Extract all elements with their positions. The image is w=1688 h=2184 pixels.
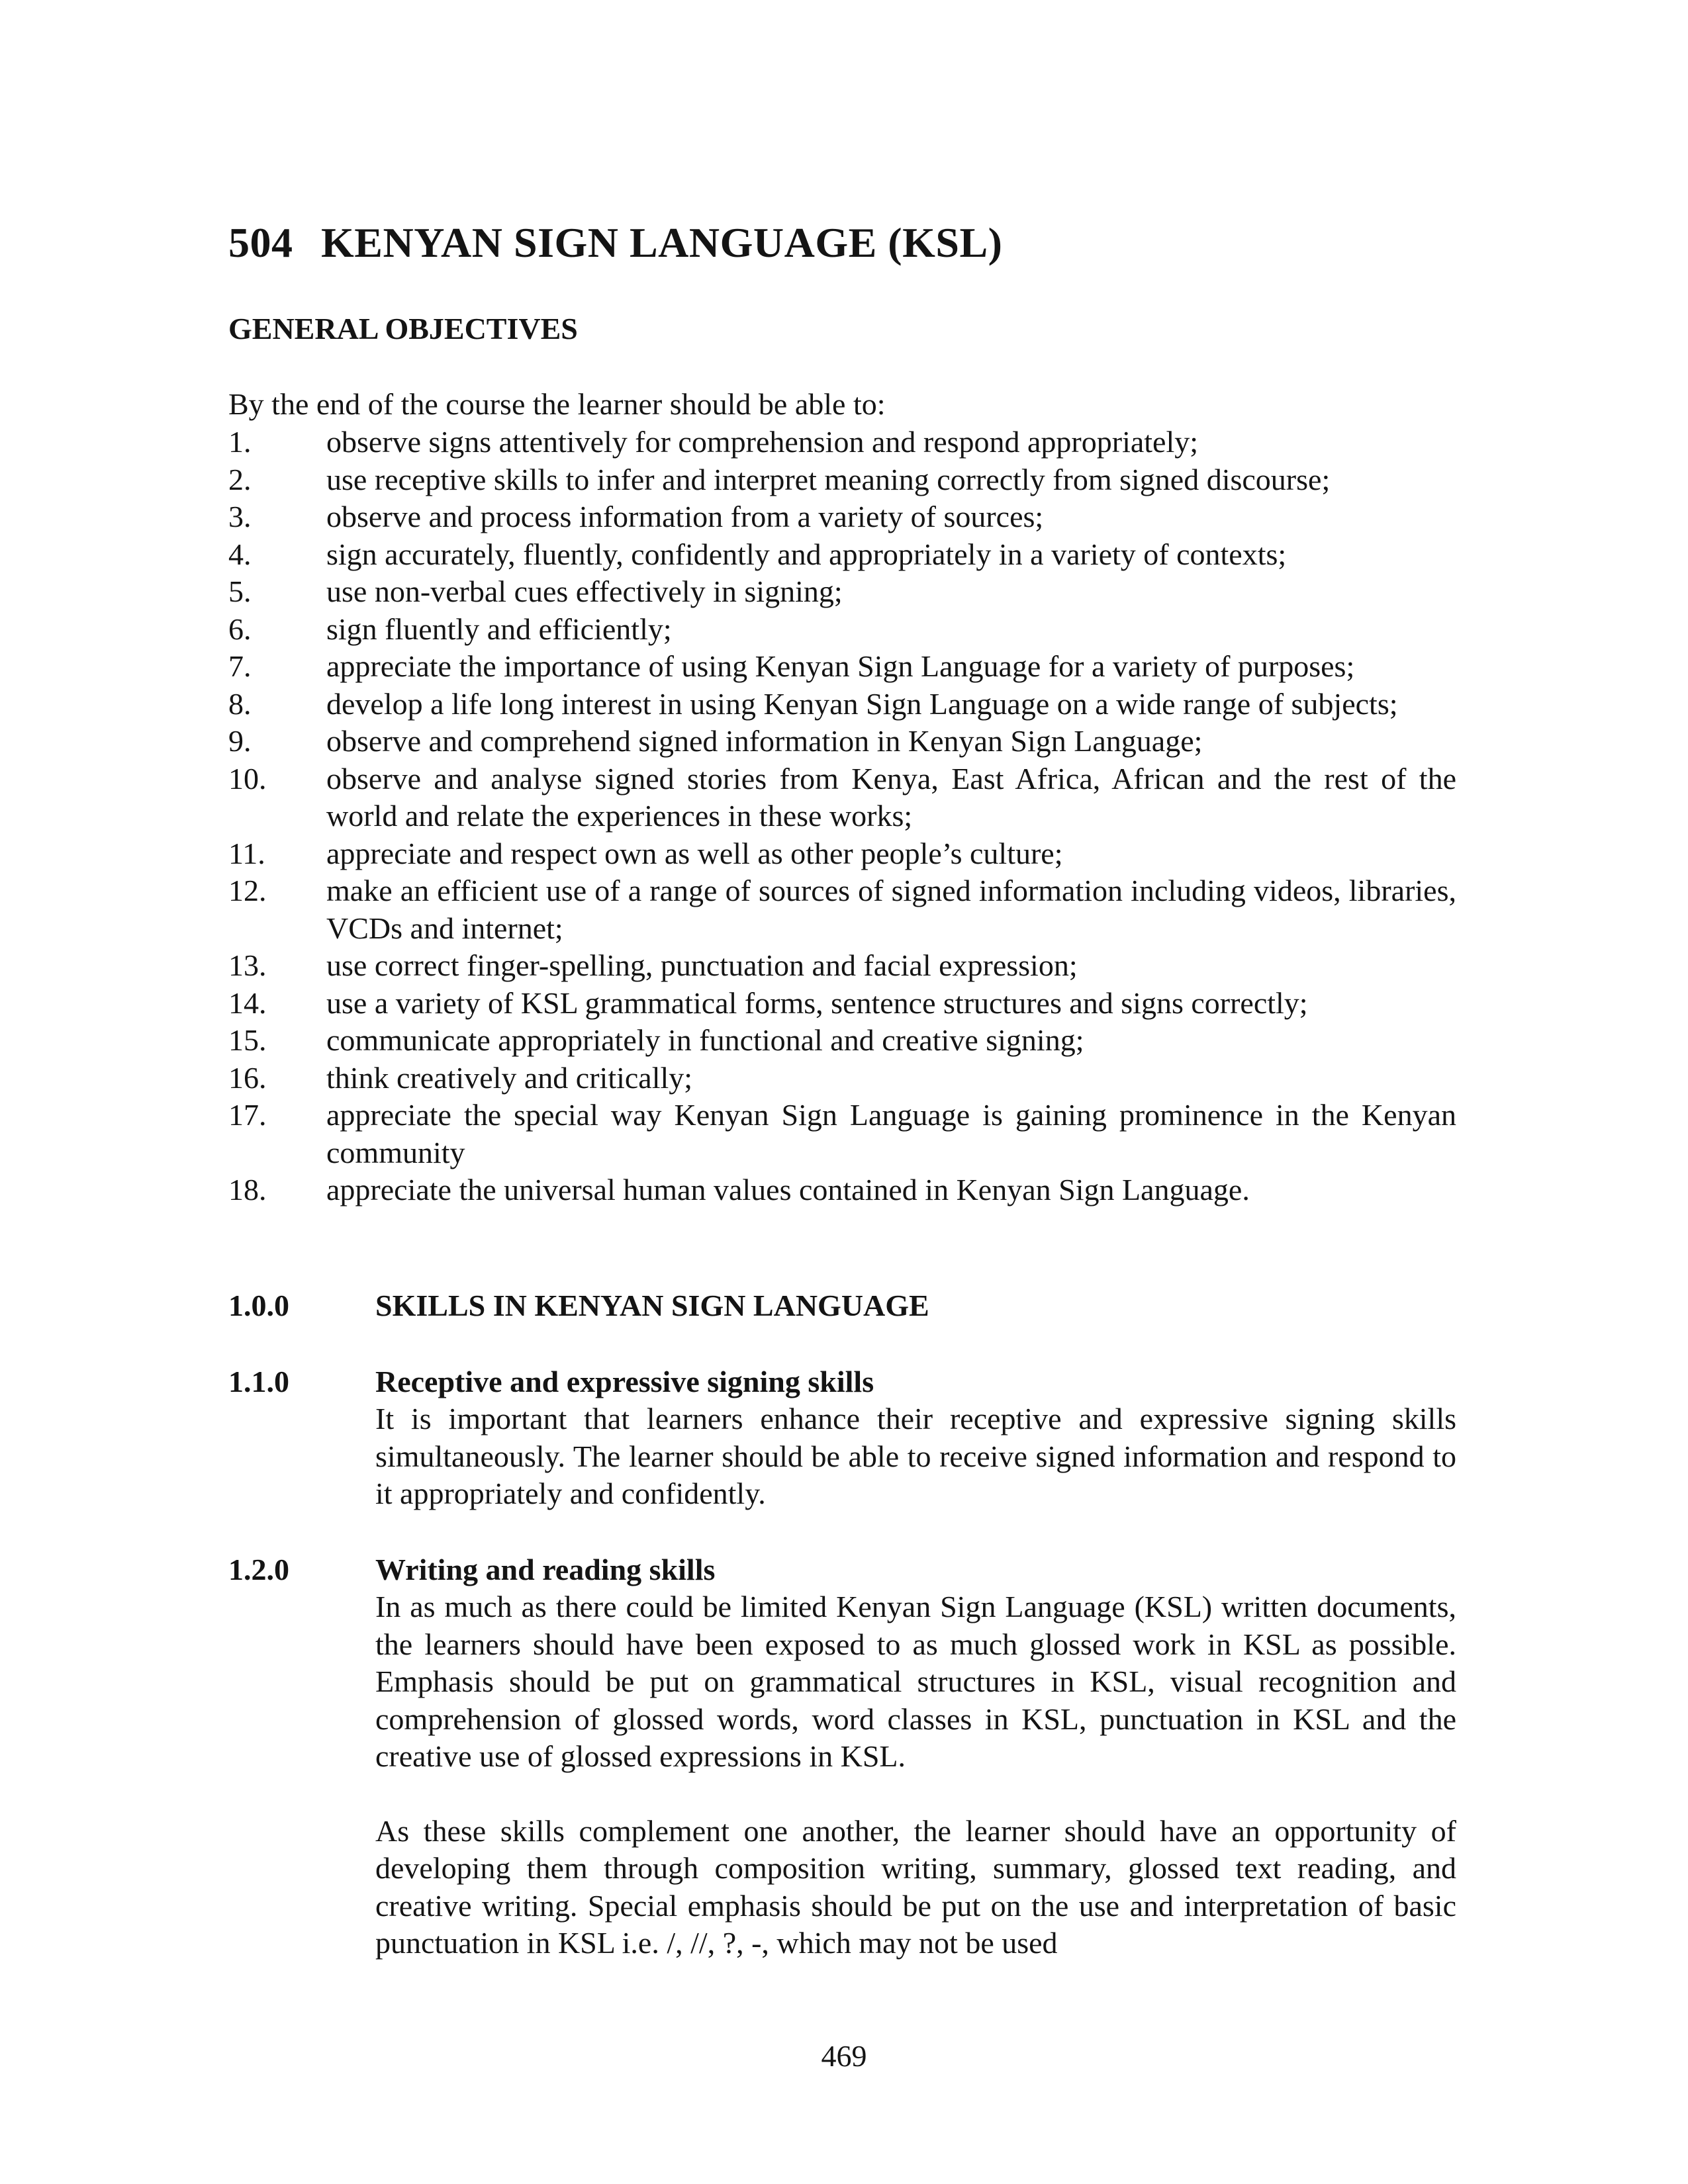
- page-title: [228, 218, 1002, 267]
- objectives-list: [228, 424, 1456, 1209]
- paragraph: As these skills complement one another, the learner should have an opportunity of developing them through composition writing, summary, glossed text reading, and creative writing. Special emphasis should be put on the use and interpretation of basic punctuation in KSL i.e. /, //, ?, -, which may not be used: [375, 1813, 1456, 1960]
- receptive-skills-block: [228, 1363, 1456, 1513]
- objective-text: communicate appropriately in functional and creative signing;: [326, 1023, 1084, 1057]
- objective-text: sign fluently and efficiently;: [326, 612, 672, 646]
- objective-number: 5.: [228, 574, 252, 608]
- objective-number: 12.: [228, 874, 267, 907]
- subject-code: 504: [228, 219, 293, 266]
- receptive-skills-body: [375, 1363, 1456, 1513]
- objective-item: [228, 573, 1456, 611]
- objective-text: use a variety of KSL grammatical forms, sentence structures and signs correctly;: [326, 985, 1308, 1020]
- objective-number: 8.: [228, 686, 252, 721]
- section-number: 1.2.0: [228, 1552, 289, 1586]
- objective-item: [228, 1097, 1456, 1171]
- writing-skills-body: [375, 1551, 1456, 1962]
- objective-text: use non-verbal cues effectively in signing;: [326, 574, 843, 608]
- objective-text: use receptive skills to infer and interpret meaning correctly from signed discourse;: [326, 462, 1331, 496]
- objective-text: appreciate and respect own as well as other people’s culture;: [326, 836, 1063, 870]
- skills-heading-row: [228, 1287, 1456, 1325]
- objective-item: [228, 872, 1456, 947]
- objective-text: appreciate the universal human values contained in Kenyan Sign Language.: [326, 1173, 1250, 1206]
- objective-text: sign accurately, fluently, confidently and appropriately in a variety of contexts;: [326, 537, 1287, 571]
- page-number: 469: [821, 2039, 867, 2073]
- objective-item: [228, 1022, 1456, 1060]
- objective-number: 15.: [228, 1023, 267, 1057]
- section-number: 1.0.0: [228, 1289, 289, 1322]
- objective-number: 6.: [228, 612, 252, 646]
- objective-text: observe and process information from a variety of sources;: [326, 500, 1044, 533]
- objective-number: 17.: [228, 1098, 267, 1132]
- objective-item: [228, 1060, 1456, 1097]
- objective-item: [228, 536, 1456, 574]
- objective-item: [228, 760, 1456, 835]
- objective-item: [228, 498, 1456, 536]
- objective-item: [228, 461, 1456, 499]
- objective-number: 16.: [228, 1060, 267, 1095]
- objective-number: 13.: [228, 948, 267, 982]
- objective-item: [228, 1171, 1456, 1209]
- objective-item: [228, 947, 1456, 985]
- objective-item: [228, 424, 1456, 461]
- objective-text: observe signs attentively for comprehension and respond appropriately;: [326, 425, 1199, 459]
- objective-number: 18.: [228, 1173, 267, 1206]
- skills-section: [228, 1287, 1456, 2001]
- general-objectives-heading: GENERAL OBJECTIVES: [228, 312, 578, 345]
- objective-number: 2.: [228, 462, 252, 496]
- objective-text: observe and analyse signed stories from Kenya, East Africa, African and the rest of the world and relate the experiences in these works;: [326, 761, 1456, 833]
- subsection-title: Receptive and expressive signing skills: [375, 1364, 874, 1398]
- objective-number: 4.: [228, 537, 252, 571]
- objective-text: develop a life long interest in using Kenyan Sign Language on a wide range of subjects;: [326, 686, 1398, 721]
- objective-number: 1.: [228, 425, 252, 459]
- objective-number: 9.: [228, 724, 252, 758]
- objective-text: observe and comprehend signed information in Kenyan Sign Language;: [326, 724, 1203, 758]
- objective-item: [228, 835, 1456, 873]
- objective-item: [228, 686, 1456, 723]
- objective-number: 11.: [228, 836, 265, 870]
- objective-number: 10.: [228, 761, 267, 796]
- objective-item: [228, 648, 1456, 686]
- objective-item: [228, 723, 1456, 760]
- writing-skills-block: [228, 1551, 1456, 1962]
- objective-text: use correct finger-spelling, punctuation and facial expression;: [326, 948, 1078, 982]
- section-number: 1.1.0: [228, 1364, 289, 1398]
- objective-number: 7.: [228, 649, 252, 683]
- paragraph: It is important that learners enhance their receptive and expressive signing skills simultaneously. The learner should be able to receive signed information and respond to it appropriately and confidently.: [375, 1402, 1456, 1510]
- objective-number: 3.: [228, 500, 252, 533]
- subsection-title: Writing and reading skills: [375, 1552, 716, 1586]
- objective-text: think creatively and critically;: [326, 1060, 693, 1095]
- subject-title: KENYAN SIGN LANGUAGE (KSL): [321, 219, 1003, 266]
- skills-heading: SKILLS IN KENYAN SIGN LANGUAGE: [375, 1289, 929, 1322]
- objective-item: [228, 611, 1456, 649]
- objective-item: [228, 985, 1456, 1023]
- objectives-intro: By the end of the course the learner should be able to:: [228, 387, 886, 421]
- objective-text: appreciate the special way Kenyan Sign Language is gaining prominence in the Kenyan community: [326, 1098, 1456, 1169]
- objective-number: 14.: [228, 985, 267, 1020]
- objective-text: make an efficient use of a range of sources of signed information including videos, libraries, VCDs and internet;: [326, 874, 1456, 945]
- paragraph: In as much as there could be limited Kenyan Sign Language (KSL) written documents, the learners should have been exposed to as much glossed work in KSL as possible. Emphasis should be put on grammatical structures in KSL, visual recognition and comprehension of glossed words, word classes in KSL, punctuation in KSL and the creative use of glossed expressions in KSL.: [375, 1590, 1456, 1773]
- objective-text: appreciate the importance of using Kenyan Sign Language for a variety of purposes;: [326, 649, 1355, 683]
